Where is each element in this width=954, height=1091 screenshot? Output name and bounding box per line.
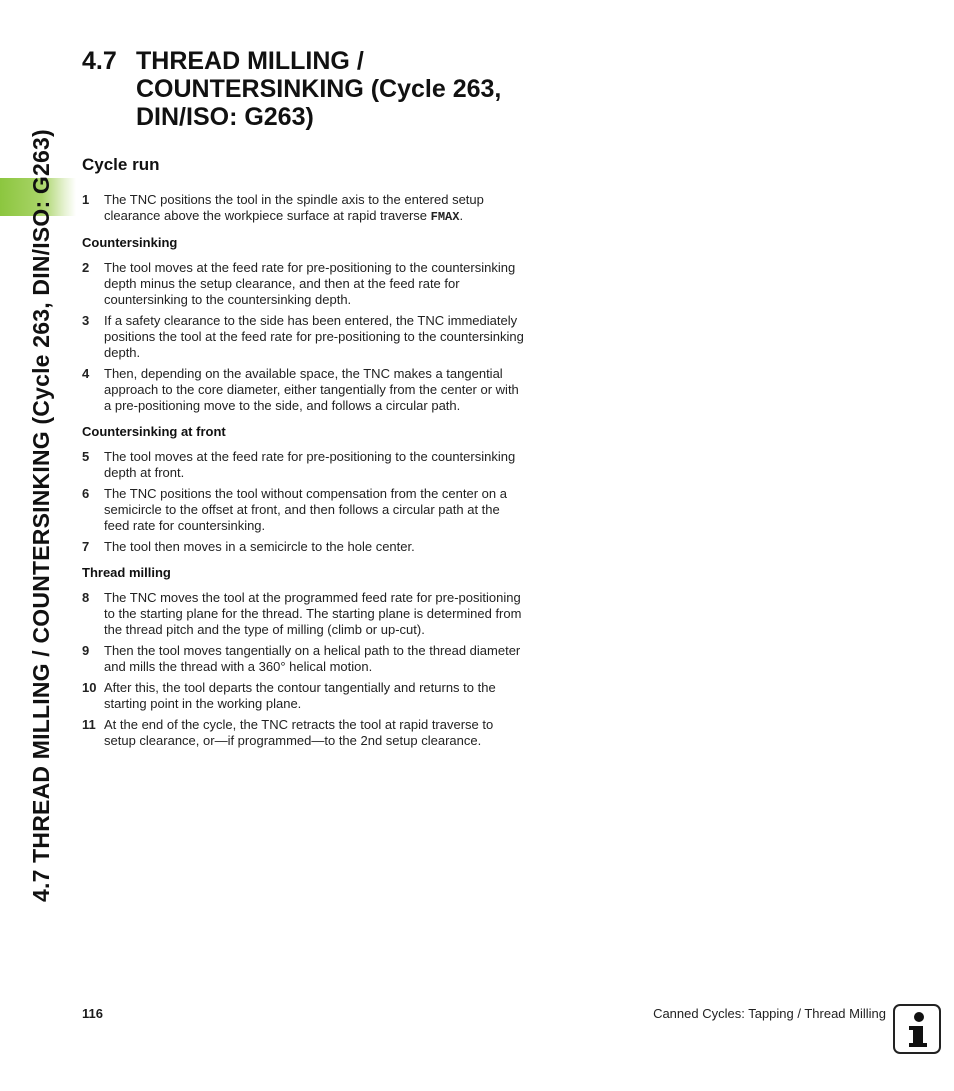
footer-chapter-title: Canned Cycles: Tapping / Thread Milling <box>653 1006 886 1021</box>
step-3 <box>82 313 524 361</box>
step-text: At the end of the cycle, the TNC retracts the tool at rapid traverse to setup clearance, or—if programmed—to the 2nd setup clearance. <box>104 717 494 748</box>
group-countersinking <box>82 260 524 414</box>
step-1 <box>82 192 524 225</box>
subheading-countersinking-at-front: Countersinking at front <box>82 424 226 439</box>
step-9 <box>82 643 524 675</box>
step-10 <box>82 680 524 712</box>
step-4 <box>82 366 524 414</box>
step-number: 10 <box>82 680 97 695</box>
step-6 <box>82 486 524 534</box>
chapter-number: 4.7 <box>82 47 117 75</box>
step-number: 1 <box>82 192 90 207</box>
step-text <box>104 192 524 225</box>
code-fmax: FMAX <box>430 210 460 224</box>
section-title: Cycle run <box>82 155 160 174</box>
chapter-title: THREAD MILLING / COUNTERSINKING (Cycle 263, DIN/ISO: G263) <box>136 47 502 131</box>
subheading-countersinking: Countersinking <box>82 235 178 250</box>
group-thread-milling <box>82 590 524 749</box>
step-number: 8 <box>82 590 90 605</box>
step-number: 9 <box>82 643 90 658</box>
group-countersinking-at-front <box>82 449 524 555</box>
step-number: 3 <box>82 313 90 328</box>
step-text: Then, depending on the available space, the TNC makes a tangential approach to the core diameter, either tangentially from the center or with a pre-positioning move to the side, and follows a circular path. <box>104 366 519 413</box>
page-number: 116 <box>82 1006 103 1021</box>
step-text: The tool moves at the feed rate for pre-positioning to the countersinking depth minus the setup clearance, and then at the feed rate for countersinking to the countersinking depth. <box>104 260 516 307</box>
step-7 <box>82 539 524 555</box>
step-text: The tool moves at the feed rate for pre-positioning to the countersinking depth at front. <box>104 449 516 480</box>
step-number: 4 <box>82 366 90 381</box>
step-number: 6 <box>82 486 90 501</box>
step-number: 2 <box>82 260 90 275</box>
step-text: Then the tool moves tangentially on a helical path to the thread diameter and mills the thread with a 360° helical motion. <box>104 643 521 674</box>
step-11 <box>82 717 524 749</box>
step-number: 7 <box>82 539 90 554</box>
step-number: 11 <box>82 717 96 732</box>
steps-content <box>82 192 524 754</box>
step-5 <box>82 449 524 481</box>
step-8 <box>82 590 524 638</box>
side-running-title-text: 4.7 THREAD MILLING / COUNTERSINKING (Cycle 263, DIN/ISO: G263) <box>28 129 54 902</box>
step-2 <box>82 260 524 308</box>
step-number: 5 <box>82 449 90 464</box>
step-text: The TNC moves the tool at the programmed feed rate for pre-positioning to the starting plane for the thread. The starting plane is determined from the thread pitch and the type of milling (climb or up-cut). <box>104 590 522 637</box>
chapter-heading <box>82 47 552 131</box>
step-text-main: The TNC positions the tool in the spindle axis to the entered setup clearance above the workpiece surface at rapid traverse <box>104 192 484 223</box>
step-text: The tool then moves in a semicircle to the hole center. <box>104 539 415 554</box>
side-running-title <box>22 42 60 902</box>
info-icon <box>893 1004 941 1054</box>
step-text: If a safety clearance to the side has been entered, the TNC immediately positions the tool at the feed rate for pre-positioning to the countersinking depth. <box>104 313 524 360</box>
step-text: The TNC positions the tool without compensation from the center on a semicircle to the offset at front, and then follows a circular path at the feed rate for countersinking. <box>104 486 507 533</box>
step-text: After this, the tool departs the contour tangentially and returns to the starting point in the working plane. <box>104 680 496 711</box>
subheading-thread-milling: Thread milling <box>82 565 171 580</box>
step-text-suffix: . <box>459 208 464 223</box>
